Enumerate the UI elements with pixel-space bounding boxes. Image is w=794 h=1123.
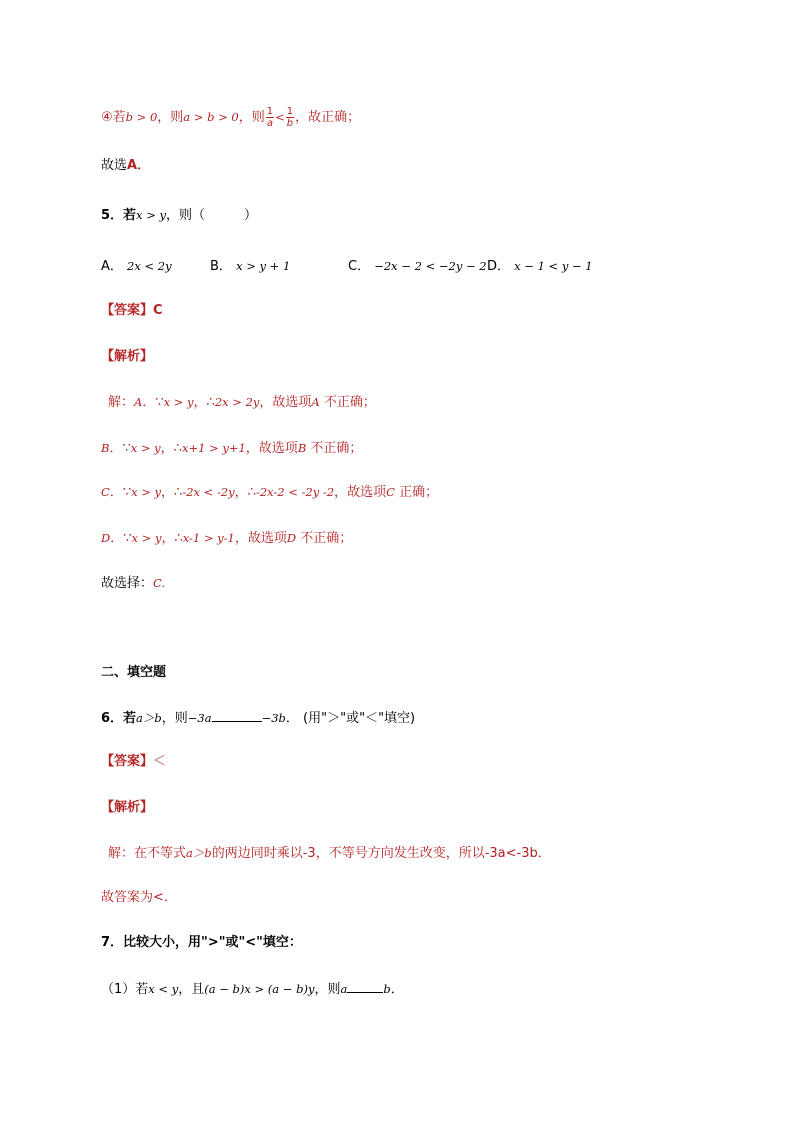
step-given: x > y bbox=[131, 531, 162, 545]
q5-tail: ，则（ ） bbox=[165, 208, 257, 223]
step-result: 2x > 2y bbox=[214, 395, 260, 409]
q6-number: 6．若 bbox=[101, 711, 137, 726]
q6-solution-tail: 的两边同时乘以-3，不等号方向发生改变，所以-3a<-3b． bbox=[211, 846, 551, 861]
step-verdict: 不正确； bbox=[296, 531, 353, 546]
q6-solution-lead: 解：在不等式 bbox=[108, 846, 187, 861]
step-opt: B bbox=[297, 441, 307, 455]
step-mid2: ，∴ bbox=[234, 485, 256, 500]
item4-then2: ，则 bbox=[238, 110, 265, 125]
step-mid: ，∴ bbox=[161, 485, 183, 500]
q5-option-c bbox=[348, 257, 487, 276]
step-tail: ，故选项 bbox=[334, 485, 387, 500]
q7-part1-then: ，则 bbox=[314, 982, 341, 997]
q5-option-b-expr: x > y + 1 bbox=[236, 259, 291, 273]
q6-analysis-label: 【解析】 bbox=[101, 800, 154, 815]
q5-step-b bbox=[101, 439, 362, 458]
q4-conclusion bbox=[101, 157, 150, 175]
step-result2: -2x-2 < -2y -2 bbox=[255, 485, 335, 499]
q7-part1-end: ． bbox=[390, 982, 404, 997]
step-opt: A bbox=[311, 395, 320, 409]
step-given: x > y bbox=[131, 485, 162, 499]
q7-part1-cond: x < y bbox=[148, 982, 179, 996]
q5-conclusion bbox=[101, 574, 165, 593]
q4-conclusion-answer: A． bbox=[127, 158, 151, 173]
q6-right: −3b bbox=[261, 711, 286, 725]
item4-tail: ，故正确； bbox=[295, 110, 361, 125]
q5-option-a bbox=[101, 257, 172, 276]
step-result: x-1 > y-1 bbox=[182, 531, 235, 545]
step-given: x > y bbox=[130, 441, 161, 455]
step-result: -2x < -2y bbox=[182, 485, 235, 499]
step-verdict: 正确； bbox=[394, 485, 439, 500]
q5-step-a bbox=[108, 393, 376, 412]
q6-tail: ． (用"＞"或"＜"填空) bbox=[285, 711, 416, 726]
step-opt: D bbox=[286, 531, 297, 545]
q5-answer-value: C bbox=[153, 303, 163, 318]
q6-then: ，则 bbox=[161, 711, 188, 726]
item4-marker: ④若 bbox=[101, 110, 126, 125]
q6-conclusion: 故答案为<． bbox=[101, 890, 177, 905]
q7-part1-b: b bbox=[383, 982, 391, 996]
q5-answer bbox=[101, 302, 163, 320]
item4-lt: < bbox=[275, 110, 285, 124]
q6-answer-blank[interactable] bbox=[212, 709, 262, 722]
q5-question bbox=[101, 206, 257, 225]
q6-condition: a＞b bbox=[136, 711, 162, 725]
q6-solution-cond: a＞b bbox=[186, 846, 212, 860]
q5-step-d bbox=[101, 529, 352, 548]
q7-title: 7．比较大小，用">"或"<"填空： bbox=[101, 935, 302, 950]
q5-number: 5．若 bbox=[101, 208, 137, 223]
frac-left-num: 1 bbox=[266, 106, 274, 117]
q7-part1-lead: （1）若 bbox=[101, 982, 149, 997]
q4-conclusion-prefix: 故选 bbox=[101, 158, 128, 173]
fraction-one-over-b bbox=[286, 106, 294, 129]
q5-option-d bbox=[487, 257, 593, 276]
q5-option-b-letter: B． bbox=[210, 259, 232, 274]
q5-analysis-label: 【解析】 bbox=[101, 349, 154, 364]
frac-left-den: a bbox=[266, 118, 273, 129]
q6-solution bbox=[108, 844, 551, 863]
frac-right-den: b bbox=[286, 118, 294, 129]
q5-conclusion-answer: C. bbox=[153, 576, 166, 590]
item4-line bbox=[101, 106, 360, 129]
step-letter: C bbox=[101, 485, 110, 499]
q5-option-a-letter: A． bbox=[101, 259, 123, 274]
step-lead: 解： bbox=[108, 395, 135, 410]
step-letter: B bbox=[101, 441, 110, 455]
q6-answer-value: ＜ bbox=[153, 754, 167, 769]
q5-option-d-letter: D． bbox=[487, 259, 511, 274]
q7-part1 bbox=[101, 980, 404, 999]
step-letter: A bbox=[134, 395, 143, 409]
section-title: 二、填空题 bbox=[101, 665, 167, 680]
step-tail: ，故选项 bbox=[259, 395, 312, 410]
step-sep: ．∵ bbox=[109, 485, 132, 500]
frac-right-num: 1 bbox=[286, 106, 294, 117]
step-letter: D bbox=[101, 531, 111, 545]
q5-option-a-expr: 2x < 2y bbox=[127, 259, 172, 273]
step-opt: C bbox=[386, 485, 395, 499]
q5-option-d-expr: x − 1 < y − 1 bbox=[514, 259, 593, 273]
q6-left: −3a bbox=[187, 711, 212, 725]
step-mid: ，∴ bbox=[193, 395, 215, 410]
step-result: x+1 > y+1 bbox=[181, 441, 246, 455]
step-mid: ，∴ bbox=[161, 531, 183, 546]
q5-option-c-expr: −2x − 2 < −2y − 2 bbox=[374, 259, 487, 273]
step-sep: ．∵ bbox=[110, 531, 132, 546]
q5-option-c-letter: C． bbox=[348, 259, 371, 274]
q6-answer-label: 【答案】 bbox=[101, 754, 154, 769]
q7-part1-mid: ，且 bbox=[178, 982, 205, 997]
q7-part1-a: a bbox=[340, 982, 348, 996]
q6-answer bbox=[101, 753, 166, 771]
step-mid: ，∴ bbox=[160, 441, 182, 456]
q5-conclusion-prefix: 故选择： bbox=[101, 576, 154, 591]
q5-option-b bbox=[210, 257, 290, 276]
q5-condition: x > y bbox=[136, 208, 166, 222]
q5-step-c bbox=[101, 483, 438, 502]
step-sep: ．∵ bbox=[142, 395, 164, 410]
q7-part1-expr: (a − b)x > (a − b)y bbox=[204, 982, 315, 996]
step-sep: ．∵ bbox=[109, 441, 131, 456]
q6-question bbox=[101, 709, 415, 728]
fraction-one-over-a bbox=[266, 106, 274, 129]
step-given: x > y bbox=[163, 395, 194, 409]
item4-cond1: b > 0 bbox=[125, 110, 158, 124]
item4-then1: ，则 bbox=[157, 110, 184, 125]
step-tail: ，故选项 bbox=[245, 441, 298, 456]
step-verdict: 不正确； bbox=[306, 441, 363, 456]
step-tail: ，故选项 bbox=[234, 531, 287, 546]
item4-cond2: a > b > 0 bbox=[183, 110, 239, 124]
q7-part1-answer-blank[interactable] bbox=[347, 980, 383, 993]
q5-answer-label: 【答案】 bbox=[101, 303, 154, 318]
step-verdict: 不正确； bbox=[319, 395, 376, 410]
